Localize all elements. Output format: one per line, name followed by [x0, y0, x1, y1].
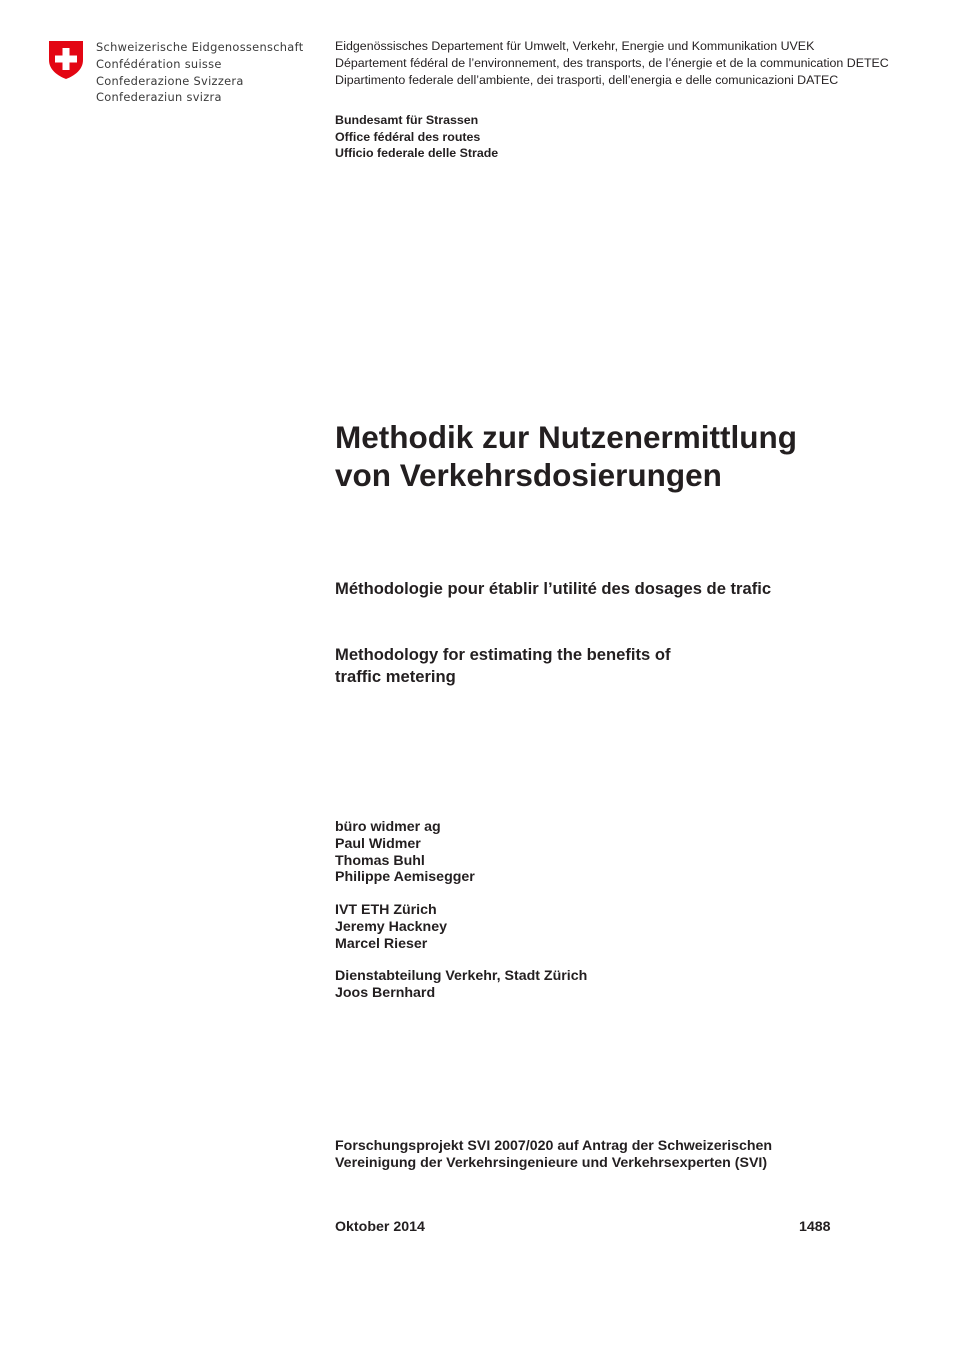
- subtitle-english-line-2: traffic metering: [335, 667, 456, 686]
- department-block: [335, 38, 889, 89]
- title-line-2: von Verkehrsdosierungen: [335, 457, 722, 493]
- confederation-name-it: Confederazione Svizzera: [96, 73, 244, 88]
- office-line-it: Ufficio federale delle Strade: [335, 146, 499, 161]
- subtitle-english-line-1: Methodology for estimating the benefits of: [335, 645, 671, 664]
- office-line-de: Bundesamt für Strassen: [335, 113, 479, 127]
- swiss-coat-of-arms-icon: [48, 40, 84, 80]
- author-organization: IVT ETH Zürich: [335, 902, 437, 918]
- publication-date: Oktober 2014: [335, 1219, 425, 1235]
- office-block: [335, 112, 498, 162]
- department-line-de: Eidgenössisches Departement für Umwelt, Verkehr, Energie und Kommunikation UVEK: [335, 39, 815, 53]
- author-name: Joos Bernhard: [335, 984, 436, 1001]
- author-name: Philippe Aemisegger: [335, 869, 475, 886]
- project-line-2: Vereinigung der Verkehrsingenieure und Verkehrsexperten (SVI): [335, 1155, 768, 1171]
- department-line-fr: Département fédéral de l’environnement, des transports, de l’énergie et de la communication DETEC: [335, 56, 889, 70]
- subtitle-english: [335, 644, 671, 688]
- research-project-note: [335, 1138, 772, 1172]
- office-line-fr: Office fédéral des routes: [335, 129, 481, 144]
- confederation-name-rm: Confederaziun svizra: [96, 90, 222, 105]
- author-group-stadt-zuerich: [335, 968, 587, 1002]
- author-group-ivt-eth: [335, 902, 447, 952]
- author-name: Thomas Buhl: [335, 852, 425, 869]
- report-number: 1488: [799, 1219, 831, 1235]
- title-line-1: Methodik zur Nutzenermittlung: [335, 419, 797, 455]
- author-group-buero-widmer: [335, 819, 475, 886]
- author-organization: Dienstabteilung Verkehr, Stadt Zürich: [335, 968, 588, 984]
- author-name: Paul Widmer: [335, 835, 421, 852]
- department-line-it: Dipartimento federale dell’ambiente, dei trasporti, dell’energia e delle comunicazioni DATEC: [335, 73, 839, 87]
- confederation-names: [96, 39, 303, 106]
- author-name: Marcel Rieser: [335, 935, 428, 952]
- author-name: Jeremy Hackney: [335, 918, 448, 935]
- confederation-name-de: Schweizerische Eidgenossenschaft: [96, 40, 304, 54]
- author-organization: büro widmer ag: [335, 819, 441, 835]
- subtitle-french: Méthodologie pour établir l’utilité des dosages de trafic: [335, 579, 772, 598]
- confederation-name-fr: Confédération suisse: [96, 56, 222, 71]
- project-line-1: Forschungsprojekt SVI 2007/020 auf Antrag der Schweizerischen: [335, 1138, 773, 1154]
- document-title: [335, 418, 797, 494]
